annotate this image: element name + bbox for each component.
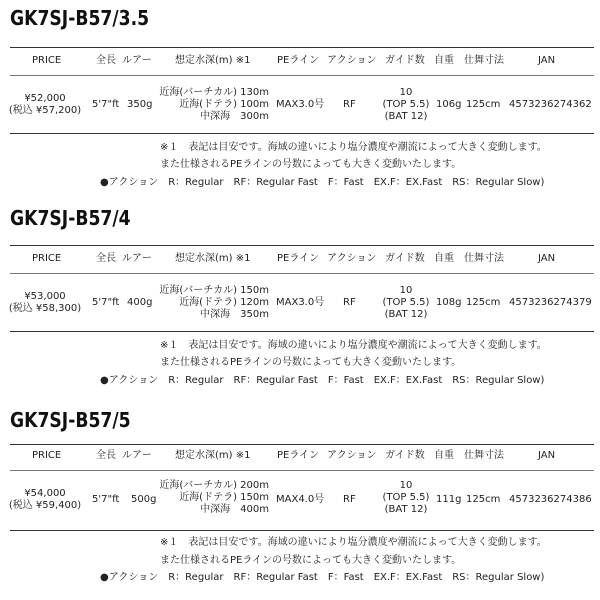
pe-value: MAX3.0号	[276, 99, 325, 110]
header-size: 仕舞寸法	[464, 450, 504, 461]
table-top-rule	[10, 444, 594, 445]
pe-value: MAX3.0号	[276, 297, 325, 308]
header-price: PRICE	[32, 450, 62, 461]
jan-value: 4573236274386	[509, 494, 592, 505]
guides-count: 10	[399, 480, 413, 491]
length-value: 5'7"ft	[92, 99, 120, 110]
header-jan: JAN	[538, 55, 556, 66]
header-action: アクション	[327, 253, 377, 264]
depth-vertical: 近海(バーチカル) 200m	[159, 480, 269, 491]
header-weight: 自重	[434, 450, 454, 461]
header-size: 仕舞寸法	[464, 55, 504, 66]
product-title: GK7SJ-B57/4	[10, 206, 131, 230]
price-cell	[9, 488, 81, 512]
size-value: 125cm	[466, 99, 501, 110]
depth-cell	[159, 285, 269, 321]
guides-cell	[383, 87, 430, 123]
action-legend: ●アクション R：Regular RF：Regular Fast F：Fast EX.F：EX.Fast RS：Regular Slow)	[100, 375, 545, 386]
header-lure: ルアー	[122, 55, 152, 66]
size-value: 125cm	[466, 297, 501, 308]
header-length: 全長	[96, 253, 116, 264]
guides-cell	[383, 285, 430, 321]
header-price: PRICE	[32, 253, 62, 264]
action-value: RF	[343, 297, 356, 308]
depth-cell	[159, 87, 269, 123]
action-legend: ●アクション R：Regular RF：Regular Fast F：Fast EX.F：EX.Fast RS：Regular Slow)	[100, 572, 545, 583]
guides-top: (TOP 5.5)	[382, 99, 430, 110]
price-with-tax: (税込 ¥58,300)	[8, 303, 82, 314]
header-pe: PEライン	[277, 450, 320, 461]
header-length: 全長	[96, 55, 116, 66]
product-section-2	[0, 200, 600, 400]
header-pe: PEライン	[277, 55, 320, 66]
product-title: GK7SJ-B57/3.5	[10, 6, 150, 30]
note-pe: また仕様されるPEラインの号数によっても大きく変動いたします。	[160, 357, 462, 368]
header-size: 仕舞寸法	[464, 253, 504, 264]
table-top-rule	[10, 47, 594, 48]
lure-value: 400g	[127, 297, 153, 308]
length-value: 5'7"ft	[92, 297, 120, 308]
table-bottom-rule	[10, 530, 594, 531]
table-header-rule	[10, 273, 594, 274]
note-depth: ※１ 表記は目安です。海域の違いにより塩分濃度や潮流によって大きく変動します。	[160, 142, 547, 153]
price-with-tax: (税込 ¥57,200)	[8, 105, 82, 116]
header-length: 全長	[96, 450, 116, 461]
note-pe: また仕様されるPEラインの号数によっても大きく変動いたします。	[160, 555, 462, 566]
header-depth: 想定水深(m) ※1	[175, 450, 251, 461]
price-value: ¥53,000	[24, 291, 66, 302]
length-value: 5'7"ft	[92, 494, 120, 505]
depth-vertical: 近海(バーチカル) 130m	[159, 87, 269, 98]
header-depth: 想定水深(m) ※1	[175, 253, 251, 264]
table-bottom-rule	[10, 331, 594, 332]
note-pe: また仕様されるPEラインの号数によっても大きく変動いたします。	[160, 159, 462, 170]
guides-cell	[383, 480, 430, 516]
header-lure: ルアー	[122, 450, 152, 461]
price-value: ¥54,000	[24, 488, 66, 499]
price-value: ¥52,000	[24, 93, 66, 104]
header-lure: ルアー	[122, 253, 152, 264]
depth-dotera: 近海(ドテラ) 150m	[179, 492, 269, 503]
price-cell	[9, 291, 81, 315]
header-action: アクション	[327, 55, 377, 66]
note-depth: ※１ 表記は目安です。海域の違いにより塩分濃度や潮流によって大きく変動します。	[160, 340, 547, 351]
table-top-rule	[10, 245, 594, 246]
product-title: GK7SJ-B57/5	[10, 408, 131, 432]
size-value: 125cm	[466, 494, 501, 505]
action-value: RF	[343, 99, 356, 110]
guides-bat: (BAT 12)	[384, 111, 428, 122]
depth-deep: 中深海 300m	[200, 111, 269, 122]
jan-value: 4573236274379	[509, 297, 592, 308]
table-header-rule	[10, 470, 594, 471]
product-section-3	[0, 400, 600, 600]
header-jan: JAN	[538, 253, 556, 264]
note-depth: ※１ 表記は目安です。海域の違いにより塩分濃度や潮流によって大きく変動します。	[160, 537, 547, 548]
depth-cell	[159, 480, 269, 516]
depth-dotera: 近海(ドテラ) 120m	[179, 297, 269, 308]
table-bottom-rule	[10, 133, 594, 134]
product-section-1	[0, 0, 600, 200]
lure-value: 500g	[131, 494, 157, 505]
action-value: RF	[343, 494, 356, 505]
header-price: PRICE	[32, 55, 62, 66]
weight-value: 108g	[436, 297, 462, 308]
guides-top: (TOP 5.5)	[382, 492, 430, 503]
header-depth: 想定水深(m) ※1	[175, 55, 251, 66]
lure-value: 350g	[127, 99, 153, 110]
pe-value: MAX4.0号	[276, 494, 325, 505]
guides-count: 10	[399, 87, 413, 98]
guides-bat: (BAT 12)	[384, 504, 428, 515]
action-legend: ●アクション R：Regular RF：Regular Fast F：Fast EX.F：EX.Fast RS：Regular Slow)	[100, 177, 545, 188]
depth-dotera: 近海(ドテラ) 100m	[179, 99, 269, 110]
jan-value: 4573236274362	[509, 99, 592, 110]
guides-top: (TOP 5.5)	[382, 297, 430, 308]
depth-vertical: 近海(バーチカル) 150m	[159, 285, 269, 296]
header-guides: ガイド数	[385, 253, 425, 264]
header-guides: ガイド数	[385, 55, 425, 66]
header-pe: PEライン	[277, 253, 320, 264]
depth-deep: 中深海 350m	[200, 309, 269, 320]
price-cell	[9, 93, 81, 117]
header-jan: JAN	[538, 450, 556, 461]
weight-value: 111g	[436, 494, 462, 505]
guides-bat: (BAT 12)	[384, 309, 428, 320]
weight-value: 106g	[436, 99, 462, 110]
header-action: アクション	[327, 450, 377, 461]
depth-deep: 中深海 400m	[200, 504, 269, 515]
price-with-tax: (税込 ¥59,400)	[8, 500, 82, 511]
header-weight: 自重	[434, 253, 454, 264]
guides-count: 10	[399, 285, 413, 296]
table-header-rule	[10, 75, 594, 76]
header-weight: 自重	[434, 55, 454, 66]
header-guides: ガイド数	[385, 450, 425, 461]
